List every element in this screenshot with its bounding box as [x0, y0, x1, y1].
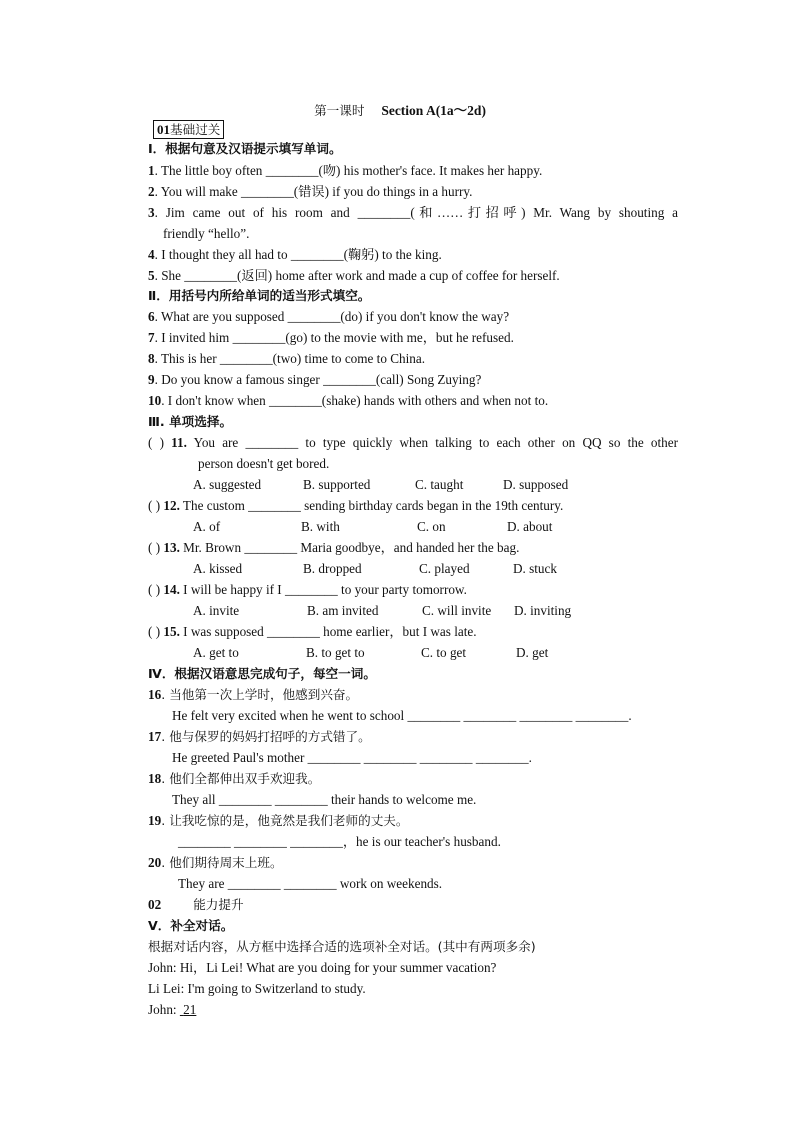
question-19-en: ________ ________ ________，he is our teacher's husband. — [178, 834, 501, 849]
part-box-basic — [153, 120, 224, 139]
part-number: 01 — [157, 122, 170, 137]
part-label: 能力提升 — [193, 897, 244, 912]
part-label: 基础过关 — [170, 122, 221, 137]
dialogue-line-3: John: 21 — [148, 1002, 197, 1017]
question-1: 1. The little boy often ________(吻) his mother's face. It makes her happy. — [148, 163, 543, 178]
option-a[interactable]: A. kissed — [193, 561, 243, 576]
question-10: 10. I don't know when ________(shake) hands with others and when not to. — [148, 393, 549, 408]
question-16-cn: 16. 当他第一次上学时，他感到兴奋。 — [148, 687, 359, 702]
option-b[interactable]: B. am invited — [307, 603, 379, 618]
option-d[interactable]: D. stuck — [513, 561, 557, 576]
option-c[interactable]: C. played — [419, 561, 470, 576]
question-20-cn: 20. 他们期待周末上班。 — [148, 855, 283, 870]
question-13: ( ) 13. Mr. Brown ________ Maria goodbye，and handed her the bag. — [148, 540, 520, 555]
option-d[interactable]: D. supposed — [503, 477, 569, 492]
dialogue-line-2: Li Lei: I'm going to Switzerland to study. — [148, 981, 366, 996]
part-heading-advanced — [148, 896, 244, 914]
title-lesson: 第一课时 — [314, 103, 365, 118]
question-18-en: They all ________ ________ their hands to welcome me. — [172, 792, 477, 807]
question-11-continued: person doesn't get bored. — [198, 456, 330, 471]
option-d[interactable]: D. inviting — [514, 603, 572, 618]
option-c[interactable]: C. taught — [415, 477, 464, 492]
question-17-cn: 17. 他与保罗的妈妈打招呼的方式错了。 — [148, 729, 371, 744]
question-20-en: They are ________ ________ work on weekends. — [178, 876, 443, 891]
page-title — [0, 99, 800, 119]
option-c[interactable]: C. on — [417, 519, 446, 534]
question-18-cn: 18. 他们全都伸出双手欢迎我。 — [148, 771, 321, 786]
question-9: 9. Do you know a famous singer ________(call) Song Zuying? — [148, 372, 482, 387]
section-2-heading: Ⅱ．用括号内所给单词的适当形式填空。 — [148, 288, 371, 303]
question-19-cn: 19. 让我吃惊的是，他竟然是我们老师的丈夫。 — [148, 813, 409, 828]
section-3-heading: Ⅲ. 单项选择。 — [148, 414, 233, 429]
question-12: ( ) 12. The custom ________ sending birthday cards began in the 19th century. — [148, 498, 564, 513]
question-3-continued: friendly “hello”. — [163, 226, 250, 241]
question-2: 2. You will make ________(错误) if you do things in a hurry. — [148, 184, 473, 199]
option-b[interactable]: B. to get to — [306, 645, 365, 660]
question-6: 6. What are you supposed ________(do) if you don't know the way? — [148, 309, 510, 324]
option-a[interactable]: A. of — [193, 519, 221, 534]
option-a[interactable]: A. invite — [193, 603, 240, 618]
part-number: 02 — [148, 897, 162, 912]
question-8: 8. This is her ________(two) time to come to China. — [148, 351, 426, 366]
question-3: 3. Jim came out of his room and ________(和……打招呼) Mr. Wang by shouting a — [148, 205, 678, 220]
option-c[interactable]: C. to get — [421, 645, 467, 660]
option-d[interactable]: D. about — [507, 519, 553, 534]
section-1-heading: Ⅰ．根据句意及汉语提示填写单词。 — [148, 141, 342, 156]
section-5-heading: Ⅴ．补全对话。 — [148, 918, 234, 933]
dialogue-line-1: John: Hi，Li Lei! What are you doing for your summer vacation? — [148, 960, 497, 975]
section-5-instruction: 根据对话内容，从方框中选择合适的选项补全对话。(其中有两项多余) — [148, 939, 536, 954]
option-d[interactable]: D. get — [516, 645, 549, 660]
question-16-en: He felt very excited when he went to school ________ ________ ________ ________. — [172, 708, 632, 723]
question-15: ( ) 15. I was supposed ________ home earlier，but I was late. — [148, 624, 477, 639]
option-b[interactable]: B. dropped — [303, 561, 362, 576]
title-section: Section A(1a～2d) — [381, 103, 486, 118]
option-a[interactable]: A. suggested — [193, 477, 262, 492]
option-a[interactable]: A. get to — [193, 645, 239, 660]
question-17-en: He greeted Paul's mother ________ ________ ________ ________. — [172, 750, 532, 765]
question-7: 7. I invited him ________(go) to the movie with me，but he refused. — [148, 330, 514, 345]
option-b[interactable]: B. supported — [303, 477, 371, 492]
question-11: ( ) 11. You are ________ to type quickly when talking to each other on QQ so the other — [148, 435, 678, 450]
option-b[interactable]: B. with — [301, 519, 340, 534]
question-5: 5. She ________(返回) home after work and made a cup of coffee for herself. — [148, 268, 560, 283]
question-14: ( ) 14. I will be happy if I ________ to your party tomorrow. — [148, 582, 467, 597]
answer-blank-21[interactable]: 21 — [183, 1002, 197, 1017]
question-4: 4. I thought they all had to ________(鞠躬) to the king. — [148, 247, 442, 262]
option-c[interactable]: C. will invite — [422, 603, 492, 618]
section-4-heading: Ⅳ．根据汉语意思完成句子，每空一词。 — [148, 666, 376, 681]
